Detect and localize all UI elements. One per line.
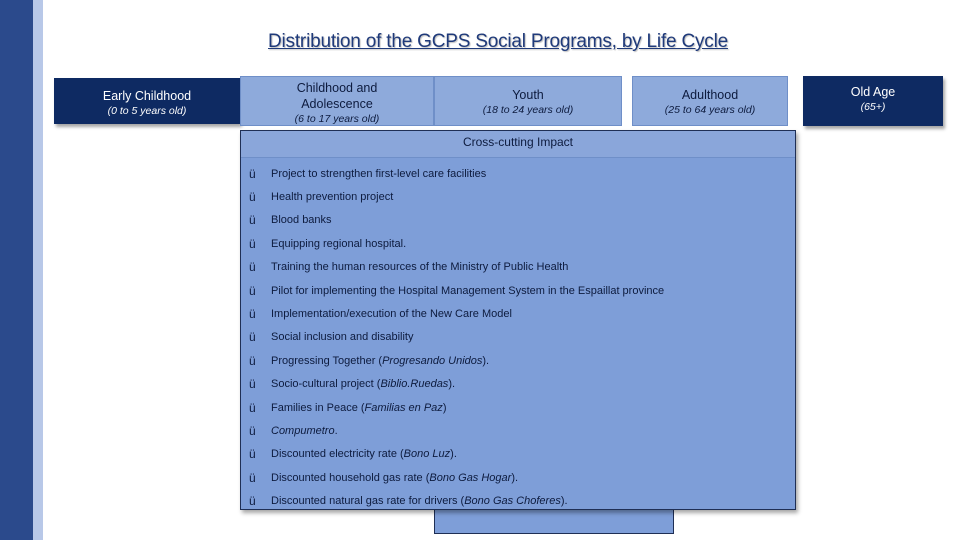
check-icon: ü xyxy=(249,377,256,392)
program-item xyxy=(249,489,664,512)
check-icon: ü xyxy=(249,283,256,298)
stage-early-childhood xyxy=(54,78,240,124)
program-item xyxy=(249,349,664,372)
stage-name: Early Childhood xyxy=(102,89,192,103)
program-item xyxy=(249,162,664,185)
program-text: Social inclusion and disability xyxy=(271,331,414,344)
stage-childhood-adolescence xyxy=(240,76,434,126)
stage-range: (0 to 5 years old) xyxy=(107,105,187,117)
program-text: Discounted household gas rate ( xyxy=(271,471,430,484)
check-icon: ü xyxy=(249,307,256,322)
program-text: Discounted electricity rate ( xyxy=(271,448,404,461)
stage-youth xyxy=(434,76,622,126)
program-item xyxy=(249,232,664,255)
program-italic-name: Bono Luz xyxy=(403,448,451,461)
program-item xyxy=(249,302,664,325)
program-italic-name: Bono Gas Choferes xyxy=(464,495,561,508)
program-item xyxy=(249,373,664,396)
program-item xyxy=(249,209,664,232)
program-item xyxy=(249,256,664,279)
stage-name: Old Age xyxy=(850,85,896,99)
program-item xyxy=(249,466,664,489)
program-italic-name: Progresando Unidos xyxy=(382,354,483,367)
program-item xyxy=(249,326,664,349)
check-icon: ü xyxy=(249,260,256,275)
program-italic-name: Familias en Paz xyxy=(364,401,443,414)
program-text: Socio-cultural project ( xyxy=(271,378,381,391)
check-icon: ü xyxy=(249,166,256,181)
check-icon: ü xyxy=(249,190,256,205)
stage-range: (25 to 64 years old) xyxy=(664,104,756,116)
stage-range: (65+) xyxy=(860,101,886,113)
program-item xyxy=(249,185,664,208)
program-suffix: ). xyxy=(450,448,457,461)
check-icon: ü xyxy=(249,236,256,251)
cross-cutting-panel xyxy=(240,130,796,510)
program-text: Health prevention project xyxy=(271,191,394,204)
program-text: Discounted natural gas rate for drivers ( xyxy=(271,495,465,508)
left-stripe-dark xyxy=(0,0,33,540)
left-stripe-light xyxy=(33,0,43,540)
program-suffix: ) xyxy=(442,401,447,414)
program-item xyxy=(249,419,664,442)
stage-name: Adulthood xyxy=(681,88,739,102)
slide-title: Distribution of the GCPS Social Programs, by Life Cycle xyxy=(268,31,728,52)
program-text: Project to strengthen first-level care facilities xyxy=(271,167,487,180)
program-suffix: ). xyxy=(448,378,456,391)
program-italic-name: Biblio.Ruedas xyxy=(380,378,449,391)
program-suffix: ). xyxy=(511,471,519,484)
stage-adulthood xyxy=(632,76,788,126)
check-icon: ü xyxy=(249,400,256,415)
program-suffix: ). xyxy=(560,495,568,508)
check-icon: ü xyxy=(249,447,256,462)
check-icon: ü xyxy=(249,423,256,438)
check-icon: ü xyxy=(249,353,256,368)
stage-name: Childhood and Adolescence xyxy=(296,81,378,111)
stage-range: (18 to 24 years old) xyxy=(482,104,574,116)
program-text: Equipping regional hospital. xyxy=(271,237,407,250)
program-item xyxy=(249,396,664,419)
program-item xyxy=(249,443,664,466)
stage-range: (6 to 17 years old) xyxy=(294,113,380,125)
program-text: Families in Peace ( xyxy=(271,401,365,414)
program-text: Blood banks xyxy=(271,214,332,227)
program-suffix: . xyxy=(334,424,338,437)
program-item xyxy=(249,279,664,302)
check-icon: ü xyxy=(249,470,256,485)
program-text: Implementation/execution of the New Care Model xyxy=(271,308,512,321)
stage-old-age xyxy=(803,76,943,126)
program-list xyxy=(249,162,664,513)
stage-name: Youth xyxy=(512,88,544,102)
program-text: Training the human resources of the Ministry of Public Health xyxy=(271,261,569,274)
check-icon: ü xyxy=(249,330,256,345)
check-icon: ü xyxy=(249,213,256,228)
program-italic-name: Bono Gas Hogar xyxy=(429,471,512,484)
program-italic-name: Compumetro xyxy=(271,424,335,437)
cross-cutting-header: Cross-cutting Impact xyxy=(241,131,795,158)
check-icon: ü xyxy=(249,494,256,509)
program-text: Progressing Together ( xyxy=(271,354,383,367)
program-suffix: ). xyxy=(482,354,490,367)
program-text: Pilot for implementing the Hospital Management System in the Espaillat province xyxy=(271,284,665,297)
